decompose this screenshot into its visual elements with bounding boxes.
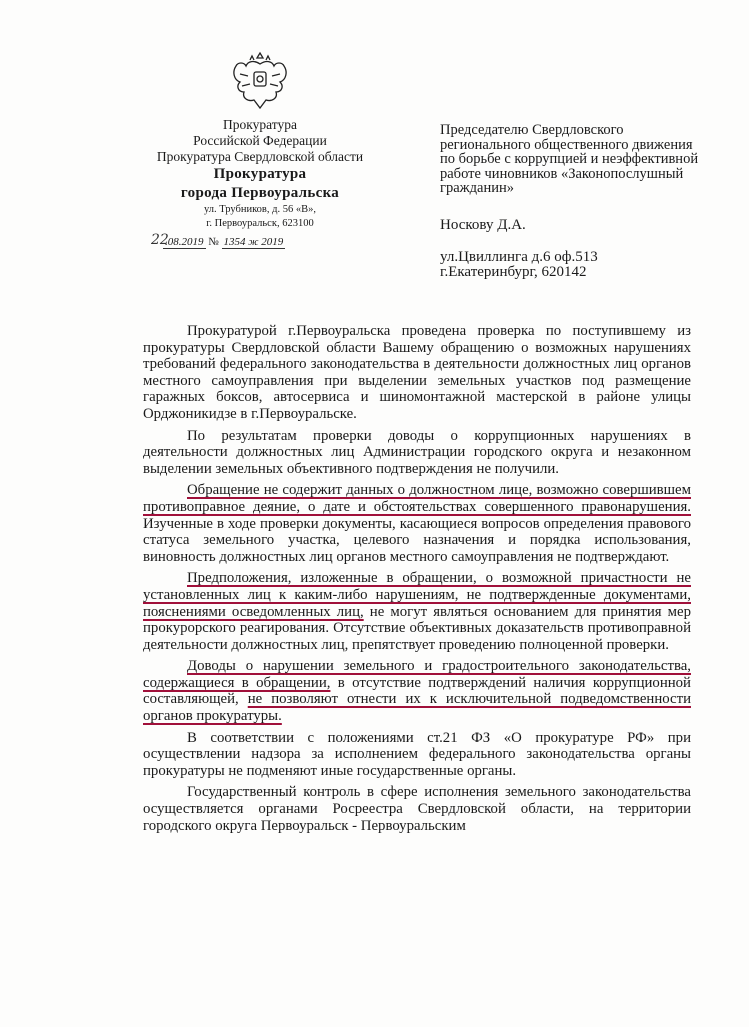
letter-body <box>143 323 691 839</box>
underlined-text: Доводы о нарушении земельного и градостроительного законодательства, содержащиеся в обращении, <box>143 658 691 691</box>
body-paragraph: В соответствии с положениями ст.21 ФЗ «О прокуратуре РФ» при осуществлении надзора за исполнением федерального законодательства органы прокуратуры не подменяют иные государственные органы. <box>143 729 691 779</box>
sender-line: Прокуратура Свердловской области <box>156 149 364 164</box>
underlined-text: Предположения, изложенные в обращении, о возможной причастности не установленных лиц к каким-либо нарушениям, не подтвержденные документами, пояснениями осведомленных лиц, <box>143 570 691 620</box>
handwritten-date: 22 <box>151 232 169 248</box>
registration-number: 1354 ж 2019 <box>223 236 284 248</box>
sender-office: Прокуратура <box>213 166 307 182</box>
sender-block <box>120 117 400 231</box>
recipient-address: ул.Цвиллинга д.6 оф.513 <box>440 249 598 265</box>
underlined-text: Обращение не содержит данных о должностном лице, возможно совершившем противоправное деяние, о дате и обстоятельствах совершенного правонарушения. <box>143 482 691 515</box>
recipient-title: Председателю Свердловского регионального общественного движения по борьбе с коррупцией и неэффективной работе чиновников «Законопослушный гражданин» <box>440 122 699 196</box>
sender-city: города Первоуральска <box>180 185 340 201</box>
body-paragraph: По результатам проверки доводы о коррупционных нарушениях в деятельности должностных лиц Администрации городского округа и незаконном выделении земельных объективного подтверждения не получили. <box>143 427 691 477</box>
body-paragraph <box>143 658 691 724</box>
registration-no-label: № <box>208 236 219 248</box>
sender-address: г. Первоуральск, 623100 <box>206 218 314 229</box>
body-paragraph <box>143 482 691 565</box>
paragraph-text: Изученные в ходе проверки документы, касающиеся вопросов определения правового статуса земельного участка, целевого назначения и порядка использования, виновность должностных лиц органов местного самоуправления не подтверждают. <box>143 515 691 565</box>
sender-line: Российской Федерации <box>193 133 327 148</box>
registration-date: .08.2019 <box>165 236 204 248</box>
registration-line <box>151 232 363 248</box>
coat-of-arms-emblem <box>228 50 292 112</box>
sender-line: Прокуратура <box>223 117 297 132</box>
recipient-block <box>440 123 710 280</box>
paragraph-text: в отсутствие подтверждений наличия коррупционной составляющей, <box>143 674 691 708</box>
body-paragraph: Прокуратурой г.Первоуральска проведена проверка по поступившему из прокуратуры Свердловской области Вашему обращению о возможных нарушениях требований федерального законодательства в деятельности должностных лиц органов местного самоуправления при выделении земельных участков под размещение гаражных боксов, автосервиса и шиномонтажной мастерской в районе улицы Орджоникидзе в г.Первоуральске. <box>143 323 691 422</box>
body-paragraph <box>143 570 691 653</box>
paragraph-text: не могут являться основанием для принятия мер прокурорского реагирования. Отсутствие объективных доказательств противоправной деятельности должностных лиц, препятствует проведению полноценной проверки. <box>143 603 691 653</box>
sender-address: ул. Трубников, д. 56 «В», <box>204 204 316 215</box>
body-paragraph: Государственный контроль в сфере исполнения земельного законодательства осуществляется органами Росреестра Свердловской области, на территории городского округа Первоуральск - Первоуральским <box>143 784 691 834</box>
recipient-name: Носкову Д.А. <box>440 216 526 233</box>
underlined-text: не позволяют отнести их к исключительной подведомственности органов прокуратуры. <box>143 691 691 725</box>
recipient-address: г.Екатеринбург, 620142 <box>440 264 587 280</box>
